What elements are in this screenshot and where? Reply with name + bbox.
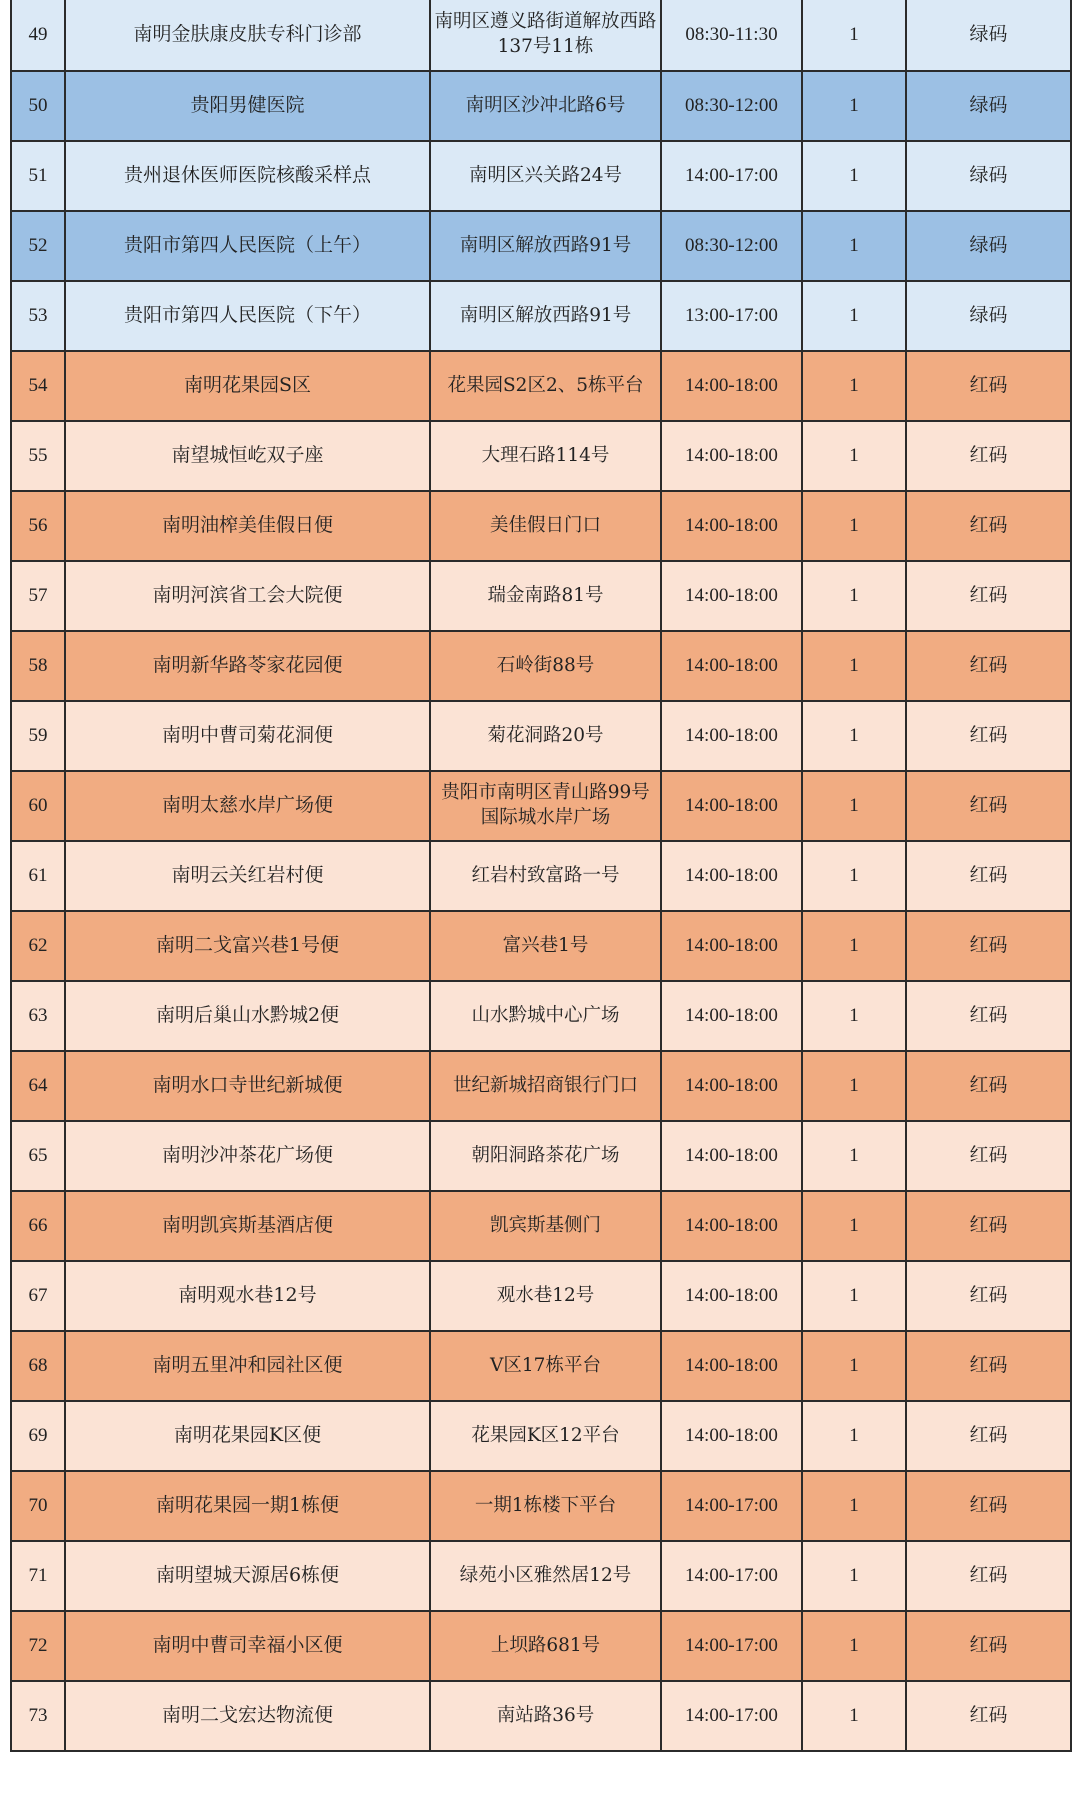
row-number-cell: 60 — [11, 771, 65, 841]
health-code-type-cell: 红码 — [906, 1681, 1071, 1751]
site-address-cell: 一期1栋楼下平台 — [430, 1471, 661, 1541]
health-code-type-cell: 红码 — [906, 1331, 1071, 1401]
sampling-hours-cell: 08:30-12:00 — [661, 71, 802, 141]
site-name-cell: 南明花果园K区便 — [65, 1401, 430, 1471]
row-number-cell: 70 — [11, 1471, 65, 1541]
row-number-cell: 57 — [11, 561, 65, 631]
sampling-count-cell: 1 — [802, 631, 906, 701]
row-number-cell: 56 — [11, 491, 65, 561]
row-number-cell: 52 — [11, 211, 65, 281]
site-name-cell: 南望城恒屹双子座 — [65, 421, 430, 491]
sampling-hours-cell: 14:00-18:00 — [661, 701, 802, 771]
site-address-cell: 朝阳洞路茶花广场 — [430, 1121, 661, 1191]
sampling-hours-cell: 08:30-11:30 — [661, 0, 802, 71]
sampling-hours-cell: 14:00-18:00 — [661, 1191, 802, 1261]
sampling-hours-cell: 14:00-18:00 — [661, 351, 802, 421]
health-code-type-cell: 红码 — [906, 1191, 1071, 1261]
table-row — [11, 1051, 1071, 1121]
sampling-count-cell: 1 — [802, 1331, 906, 1401]
row-number-cell: 69 — [11, 1401, 65, 1471]
sampling-count-cell: 1 — [802, 1261, 906, 1331]
sampling-count-cell: 1 — [802, 211, 906, 281]
sampling-hours-cell: 14:00-17:00 — [661, 1541, 802, 1611]
table-row — [11, 911, 1071, 981]
site-name-cell: 南明金肤康皮肤专科门诊部 — [65, 0, 430, 71]
table-row — [11, 0, 1071, 71]
health-code-type-cell: 红码 — [906, 911, 1071, 981]
sampling-count-cell: 1 — [802, 701, 906, 771]
row-number-cell: 65 — [11, 1121, 65, 1191]
sampling-hours-cell: 14:00-18:00 — [661, 421, 802, 491]
site-address-cell: 南明区遵义路街道解放西路137号11栋 — [430, 0, 661, 71]
sampling-count-cell: 1 — [802, 421, 906, 491]
health-code-type-cell: 红码 — [906, 1541, 1071, 1611]
site-name-cell: 南明中曹司幸福小区便 — [65, 1611, 430, 1681]
sampling-hours-cell: 14:00-17:00 — [661, 141, 802, 211]
site-address-cell: 山水黔城中心广场 — [430, 981, 661, 1051]
site-name-cell: 南明凯宾斯基酒店便 — [65, 1191, 430, 1261]
table-row — [11, 1191, 1071, 1261]
site-address-cell: 南明区解放西路91号 — [430, 281, 661, 351]
sampling-sites-table — [10, 0, 1072, 1752]
table-row — [11, 141, 1071, 211]
site-name-cell: 贵阳市第四人民医院（下午） — [65, 281, 430, 351]
health-code-type-cell: 红码 — [906, 1401, 1071, 1471]
sampling-count-cell: 1 — [802, 1401, 906, 1471]
sampling-count-cell: 1 — [802, 981, 906, 1051]
sampling-count-cell: 1 — [802, 561, 906, 631]
sampling-count-cell: 1 — [802, 71, 906, 141]
row-number-cell: 72 — [11, 1611, 65, 1681]
table-row — [11, 1261, 1071, 1331]
health-code-type-cell: 绿码 — [906, 211, 1071, 281]
sampling-count-cell: 1 — [802, 1471, 906, 1541]
site-address-cell: 南站路36号 — [430, 1681, 661, 1751]
sampling-count-cell: 1 — [802, 1611, 906, 1681]
health-code-type-cell: 红码 — [906, 1611, 1071, 1681]
table-row — [11, 421, 1071, 491]
sampling-hours-cell: 14:00-18:00 — [661, 1261, 802, 1331]
table-row — [11, 1331, 1071, 1401]
health-code-type-cell: 绿码 — [906, 0, 1071, 71]
table-row — [11, 281, 1071, 351]
row-number-cell: 64 — [11, 1051, 65, 1121]
health-code-type-cell: 红码 — [906, 351, 1071, 421]
health-code-type-cell: 红码 — [906, 1121, 1071, 1191]
site-name-cell: 南明沙冲茶花广场便 — [65, 1121, 430, 1191]
site-address-cell: 菊花洞路20号 — [430, 701, 661, 771]
health-code-type-cell: 红码 — [906, 631, 1071, 701]
health-code-type-cell: 红码 — [906, 981, 1071, 1051]
table-row — [11, 981, 1071, 1051]
row-number-cell: 59 — [11, 701, 65, 771]
site-name-cell: 南明云关红岩村便 — [65, 841, 430, 911]
row-number-cell: 67 — [11, 1261, 65, 1331]
table-row — [11, 631, 1071, 701]
health-code-type-cell: 红码 — [906, 701, 1071, 771]
table-row — [11, 351, 1071, 421]
site-address-cell: 瑞金南路81号 — [430, 561, 661, 631]
site-address-cell: 红岩村致富路一号 — [430, 841, 661, 911]
sampling-hours-cell: 14:00-18:00 — [661, 1331, 802, 1401]
health-code-type-cell: 红码 — [906, 1051, 1071, 1121]
site-address-cell: 大理石路114号 — [430, 421, 661, 491]
site-address-cell: 花果园S2区2、5栋平台 — [430, 351, 661, 421]
sampling-count-cell: 1 — [802, 1051, 906, 1121]
row-number-cell: 54 — [11, 351, 65, 421]
health-code-type-cell: 绿码 — [906, 141, 1071, 211]
sampling-hours-cell: 14:00-18:00 — [661, 771, 802, 841]
row-number-cell: 73 — [11, 1681, 65, 1751]
sampling-count-cell: 1 — [802, 1191, 906, 1261]
sampling-hours-cell: 14:00-17:00 — [661, 1471, 802, 1541]
row-number-cell: 61 — [11, 841, 65, 911]
site-address-cell: 上坝路681号 — [430, 1611, 661, 1681]
row-number-cell: 66 — [11, 1191, 65, 1261]
sampling-count-cell: 1 — [802, 0, 906, 71]
table-row — [11, 71, 1071, 141]
site-address-cell: 贵阳市南明区青山路99号国际城水岸广场 — [430, 771, 661, 841]
site-address-cell: 绿苑小区雅然居12号 — [430, 1541, 661, 1611]
site-name-cell: 南明五里冲和园社区便 — [65, 1331, 430, 1401]
sampling-count-cell: 1 — [802, 281, 906, 351]
site-name-cell: 南明新华路苓家花园便 — [65, 631, 430, 701]
site-address-cell: V区17栋平台 — [430, 1331, 661, 1401]
row-number-cell: 50 — [11, 71, 65, 141]
table-row — [11, 841, 1071, 911]
row-number-cell: 68 — [11, 1331, 65, 1401]
site-name-cell: 南明太慈水岸广场便 — [65, 771, 430, 841]
table-row — [11, 701, 1071, 771]
site-address-cell: 美佳假日门口 — [430, 491, 661, 561]
sampling-count-cell: 1 — [802, 491, 906, 561]
row-number-cell: 63 — [11, 981, 65, 1051]
site-name-cell: 南明花果园一期1栋便 — [65, 1471, 430, 1541]
site-address-cell: 观水巷12号 — [430, 1261, 661, 1331]
table-row — [11, 1401, 1071, 1471]
site-address-cell: 南明区沙冲北路6号 — [430, 71, 661, 141]
table-body — [11, 0, 1071, 1751]
row-number-cell: 55 — [11, 421, 65, 491]
site-name-cell: 贵阳市第四人民医院（上午） — [65, 211, 430, 281]
sampling-count-cell: 1 — [802, 1681, 906, 1751]
sampling-count-cell: 1 — [802, 1121, 906, 1191]
site-name-cell: 南明后巢山水黔城2便 — [65, 981, 430, 1051]
site-address-cell: 凯宾斯基侧门 — [430, 1191, 661, 1261]
sampling-hours-cell: 14:00-18:00 — [661, 491, 802, 561]
site-name-cell: 南明水口寺世纪新城便 — [65, 1051, 430, 1121]
site-name-cell: 南明观水巷12号 — [65, 1261, 430, 1331]
sampling-sites-table-container — [10, 0, 1070, 1752]
row-number-cell: 51 — [11, 141, 65, 211]
table-row — [11, 211, 1071, 281]
sampling-count-cell: 1 — [802, 1541, 906, 1611]
sampling-hours-cell: 14:00-18:00 — [661, 1121, 802, 1191]
health-code-type-cell: 红码 — [906, 421, 1071, 491]
health-code-type-cell: 红码 — [906, 491, 1071, 561]
sampling-hours-cell: 08:30-12:00 — [661, 211, 802, 281]
sampling-hours-cell: 14:00-18:00 — [661, 981, 802, 1051]
sampling-hours-cell: 14:00-18:00 — [661, 911, 802, 981]
health-code-type-cell: 红码 — [906, 841, 1071, 911]
health-code-type-cell: 红码 — [906, 1261, 1071, 1331]
sampling-count-cell: 1 — [802, 141, 906, 211]
health-code-type-cell: 红码 — [906, 771, 1071, 841]
health-code-type-cell: 绿码 — [906, 71, 1071, 141]
site-name-cell: 南明二戈富兴巷1号便 — [65, 911, 430, 981]
site-address-cell: 石岭街88号 — [430, 631, 661, 701]
site-name-cell: 贵州退休医师医院核酸采样点 — [65, 141, 430, 211]
table-row — [11, 491, 1071, 561]
site-name-cell: 南明望城天源居6栋便 — [65, 1541, 430, 1611]
table-row — [11, 561, 1071, 631]
table-row — [11, 1681, 1071, 1751]
sampling-hours-cell: 14:00-18:00 — [661, 841, 802, 911]
table-row — [11, 771, 1071, 841]
site-address-cell: 花果园K区12平台 — [430, 1401, 661, 1471]
site-name-cell: 南明油榨美佳假日便 — [65, 491, 430, 561]
sampling-hours-cell: 13:00-17:00 — [661, 281, 802, 351]
row-number-cell: 58 — [11, 631, 65, 701]
sampling-hours-cell: 14:00-18:00 — [661, 561, 802, 631]
row-number-cell: 49 — [11, 0, 65, 71]
sampling-count-cell: 1 — [802, 841, 906, 911]
site-name-cell: 南明河滨省工会大院便 — [65, 561, 430, 631]
row-number-cell: 53 — [11, 281, 65, 351]
row-number-cell: 71 — [11, 1541, 65, 1611]
table-row — [11, 1611, 1071, 1681]
site-address-cell: 南明区解放西路91号 — [430, 211, 661, 281]
health-code-type-cell: 红码 — [906, 561, 1071, 631]
sampling-count-cell: 1 — [802, 911, 906, 981]
site-address-cell: 世纪新城招商银行门口 — [430, 1051, 661, 1121]
site-name-cell: 南明二戈宏达物流便 — [65, 1681, 430, 1751]
health-code-type-cell: 红码 — [906, 1471, 1071, 1541]
sampling-hours-cell: 14:00-17:00 — [661, 1611, 802, 1681]
site-address-cell: 富兴巷1号 — [430, 911, 661, 981]
site-name-cell: 贵阳男健医院 — [65, 71, 430, 141]
sampling-hours-cell: 14:00-17:00 — [661, 1681, 802, 1751]
sampling-hours-cell: 14:00-18:00 — [661, 1401, 802, 1471]
site-name-cell: 南明花果园S区 — [65, 351, 430, 421]
sampling-hours-cell: 14:00-18:00 — [661, 1051, 802, 1121]
table-row — [11, 1471, 1071, 1541]
health-code-type-cell: 绿码 — [906, 281, 1071, 351]
site-address-cell: 南明区兴关路24号 — [430, 141, 661, 211]
sampling-count-cell: 1 — [802, 351, 906, 421]
site-name-cell: 南明中曹司菊花洞便 — [65, 701, 430, 771]
table-row — [11, 1121, 1071, 1191]
table-row — [11, 1541, 1071, 1611]
sampling-count-cell: 1 — [802, 771, 906, 841]
sampling-hours-cell: 14:00-18:00 — [661, 631, 802, 701]
row-number-cell: 62 — [11, 911, 65, 981]
